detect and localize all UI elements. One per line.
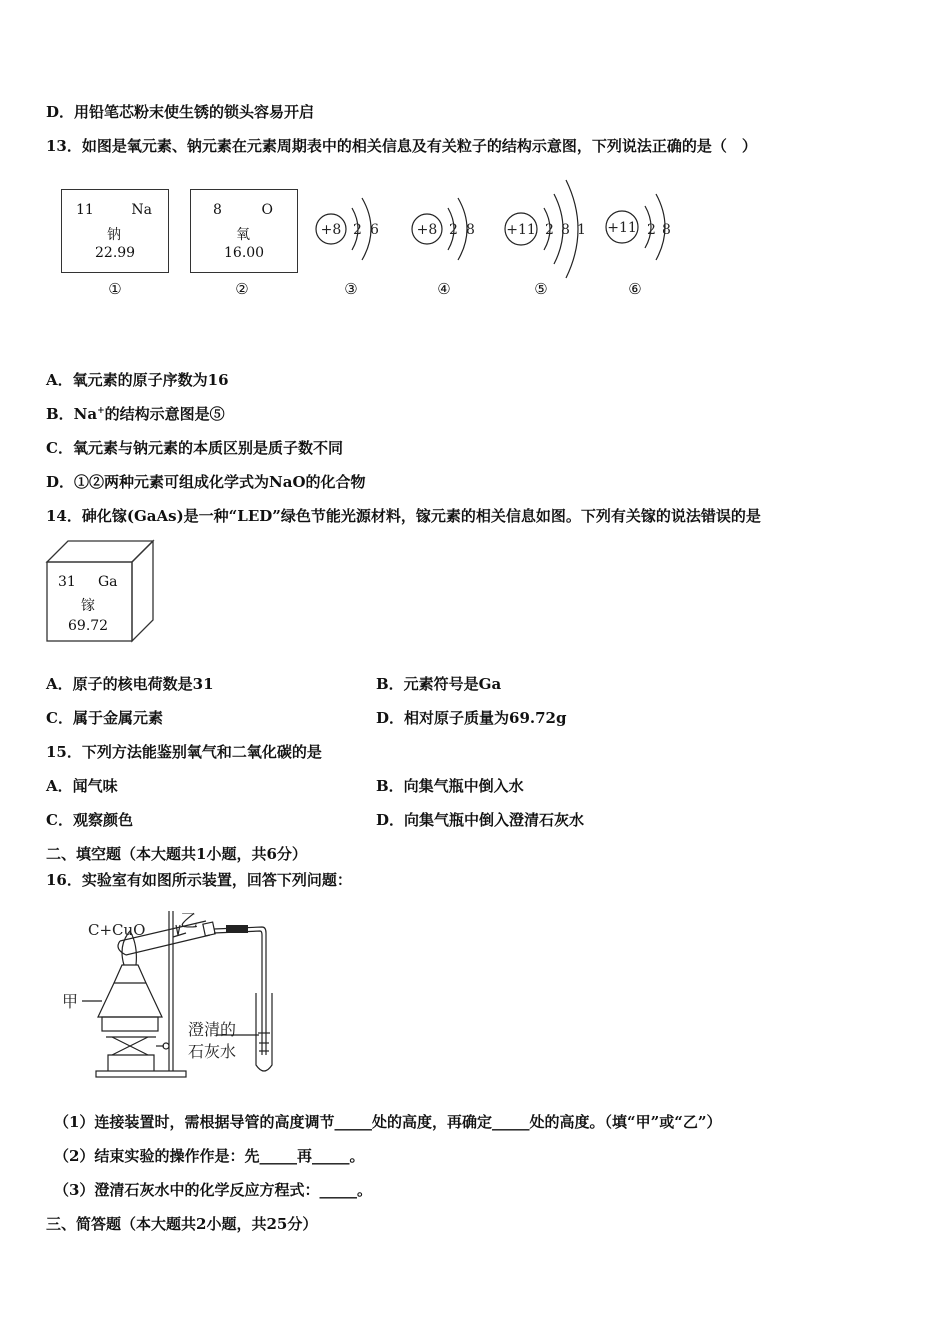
element-number: 11 [76, 202, 94, 218]
q13-option-c: C．氧元素与钠元素的本质区别是质子数不同 [46, 439, 343, 457]
q13-option-d: D．①②两种元素可组成化学式为NaO的化合物 [46, 473, 366, 491]
q12-option-d: D．用铅笔芯粉末使生锈的锁头容易开启 [46, 103, 315, 121]
reactant-label: C+CuO [88, 921, 146, 939]
shell-electrons: 2 [545, 222, 554, 238]
label-yi: 乙 [180, 911, 198, 932]
q13-option-b [46, 404, 225, 424]
nucleus-charge: +8 [320, 222, 342, 238]
q13-stem: 13．如图是氧元素、钠元素在元素周期表中的相关信息及有关粒子的结构示意图，下列说法正确的是（ ） [46, 137, 757, 155]
q16-sub2: （2）结束实验的操作作是：先_____再_____。 [54, 1147, 365, 1165]
oxygen-element-cell [190, 189, 298, 273]
q14-option-c: C．属于金属元素 [46, 709, 163, 727]
element-mass: 16.00 [224, 245, 265, 261]
ion-charge-superscript: + [97, 406, 105, 416]
section-3-title: 三、简答题（本大题共2小题，共25分） [46, 1215, 318, 1233]
gallium-element-cell [48, 563, 131, 640]
limewater-label-line2: 石灰水 [188, 1042, 237, 1061]
option-b-prefix: B．Na [46, 405, 98, 423]
shell-electrons: 6 [370, 222, 379, 238]
q15-option-d: D．向集气瓶中倒入澄清石灰水 [376, 811, 585, 829]
label-jia: 甲 [62, 992, 79, 1011]
limewater-label-line1: 澄清的 [188, 1020, 237, 1039]
shell-electrons: 2 [449, 222, 458, 238]
shell-electrons: 2 [353, 222, 362, 238]
element-number: 31 [58, 574, 76, 590]
figure-label-3: ③ [344, 280, 358, 298]
q13-option-a: A．氧元素的原子序数为16 [46, 371, 229, 389]
figure-label-5: ⑤ [534, 280, 548, 298]
figure-label-1: ① [108, 280, 122, 298]
figure-label-4: ④ [437, 280, 451, 298]
element-mass: 69.72 [68, 618, 109, 634]
shell-electrons: 8 [561, 222, 570, 238]
element-symbol: Ga [98, 574, 118, 590]
q15-stem: 15．下列方法能鉴别氧气和二氧化碳的是 [46, 743, 322, 761]
shell-electrons: 8 [466, 222, 475, 238]
option-b-suffix: 的结构示意图是⑤ [104, 405, 225, 423]
q15-option-a: A．闻气味 [46, 777, 118, 795]
atomic-structure-diagrams [300, 168, 700, 288]
shell-electrons: 1 [577, 222, 586, 238]
q16-sub1: （1）连接装置时，需根据导管的高度调节_____处的高度，再确定_____处的高度。（填“甲”或“乙”） [54, 1113, 722, 1131]
element-number: 8 [213, 202, 222, 218]
q16-sub3: （3）澄清石灰水中的化学反应方程式：_____。 [54, 1181, 372, 1199]
element-name: 镓 [81, 598, 95, 614]
element-mass: 22.99 [95, 245, 136, 261]
q14-option-d: D．相对原子质量为69.72g [376, 709, 567, 727]
sodium-element-cell [61, 189, 169, 273]
section-2-title: 二、填空题（本大题共1小题，共6分） [46, 845, 307, 863]
nucleus-charge: +11 [506, 222, 536, 238]
q15-option-b: B．向集气瓶中倒入水 [376, 777, 524, 795]
q14-option-a: A．原子的核电荷数是31 [46, 675, 214, 693]
element-name: 氧 [236, 227, 250, 243]
shell-electrons: 8 [662, 222, 671, 238]
figure-label-2: ② [235, 280, 249, 298]
nucleus-charge: +11 [607, 220, 637, 236]
shell-electrons: 2 [647, 222, 656, 238]
q14-option-b: B．元素符号是Ga [376, 675, 502, 693]
element-symbol: Na [131, 202, 152, 218]
figure-label-6: ⑥ [628, 280, 642, 298]
q14-stem: 14．砷化镓(GaAs)是一种“LED”绿色节能光源材料，镓元素的相关信息如图。下列有关镓的说法错误的是 [46, 507, 761, 525]
element-name: 钠 [107, 227, 121, 243]
q15-option-c: C．观察颜色 [46, 811, 133, 829]
nucleus-charge: +8 [416, 222, 438, 238]
q16-stem: 16．实验室有如图所示装置，回答下列问题： [46, 871, 352, 889]
element-symbol: O [261, 202, 273, 218]
experiment-apparatus [56, 905, 286, 1081]
